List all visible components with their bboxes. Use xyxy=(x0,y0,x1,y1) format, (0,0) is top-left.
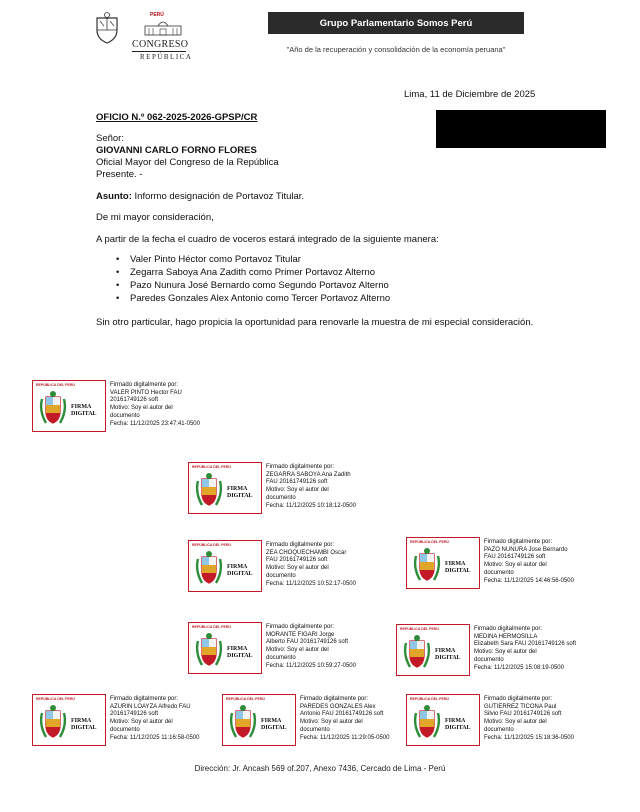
peru-emblem-icon xyxy=(410,546,444,586)
recipient-title: Oficial Mayor del Congreso de la República xyxy=(96,157,279,168)
asunto-label: Asunto: xyxy=(96,191,132,202)
logo-congreso-text: CONGRESO xyxy=(132,39,189,50)
signature-line: Firmado digitalmente por: xyxy=(110,696,179,702)
redacted-block xyxy=(436,110,606,148)
signature-line: PAZO NUNURA Jose Bernardo xyxy=(484,546,568,553)
signature-line: Fecha: 11/12/2025 10:52:17-0500 xyxy=(266,580,356,587)
signature-line: Firmado digitalmente por: xyxy=(266,464,335,470)
signature-line: FAU 20161749126 soft xyxy=(266,557,328,564)
signature-info xyxy=(266,624,356,670)
oficio-number: OFICIO N.º 062-2025-2026-GPSP/CR xyxy=(96,112,258,123)
salutation: Señor: xyxy=(96,133,124,144)
logo-divider xyxy=(132,51,186,52)
stamp-header-text: REPÚBLICA DEL PERÚ xyxy=(36,697,75,701)
signature-line: PAREDES GONZALES Alex xyxy=(300,703,376,710)
signature-line: VALER PINTO Hector FAU xyxy=(110,389,182,396)
signature-line: Motivo: Soy el autor del xyxy=(110,405,173,412)
logo-republica-text: REPÚBLICA xyxy=(140,53,193,61)
group-banner: Grupo Parlamentario Somos Perú xyxy=(268,12,524,34)
peru-emblem-icon xyxy=(192,549,226,589)
vocero-list xyxy=(116,254,390,306)
signature-stamp xyxy=(396,624,470,676)
stamp-label: FIRMA DIGITAL xyxy=(71,404,97,417)
signature-line: ZEA CHOQUECHAMBI Oscar xyxy=(266,549,347,556)
signature-info xyxy=(484,696,574,742)
signature-line: Fecha: 11/12/2025 15:08:19-0500 xyxy=(474,664,564,671)
list-item: • Valer Pinto Héctor como Portavoz Titular xyxy=(116,254,390,266)
signature-line: documento xyxy=(474,656,504,663)
signature-line: Fecha: 11/12/2025 10:59:27-0500 xyxy=(266,662,356,669)
signature-info xyxy=(474,626,576,672)
signature-line: Motivo: Soy el autor del xyxy=(266,487,329,494)
congreso-logo xyxy=(94,10,193,62)
signature-info xyxy=(110,696,200,742)
signature-line: documento xyxy=(110,726,140,733)
signature-line: FAU 20161749126 soft xyxy=(266,479,328,486)
signature-line: Firmado digitalmente por: xyxy=(110,382,179,388)
signature-line: documento xyxy=(266,654,296,661)
signature-stamp xyxy=(32,380,106,432)
signature-line: documento xyxy=(266,572,296,579)
signature-line: Fecha: 11/12/2025 10:18:12-0500 xyxy=(266,502,356,509)
signature-stamp xyxy=(188,540,262,592)
signature-stamp xyxy=(188,462,262,514)
signature-line: Fecha: 11/12/2025 15:18:36-0500 xyxy=(484,734,574,741)
signature-line: Firmado digitalmente por: xyxy=(300,696,369,702)
signature-stamp xyxy=(188,622,262,674)
intro-paragraph: A partir de la fecha el cuadro de voceros estará integrado de la siguiente manera: xyxy=(96,234,439,245)
list-item: • Paredes Gonzales Alex Antonio como Tercer Portavoz Alterno xyxy=(116,293,390,305)
signature-line: Motivo: Soy el autor del xyxy=(266,647,329,654)
signature-line: Motivo: Soy el autor del xyxy=(484,562,547,569)
year-motto: "Año de la recuperación y consolidación de la economía peruana" xyxy=(286,45,506,54)
signature-line: GUTIERREZ TICONA Paul xyxy=(484,703,557,710)
signature-stamp xyxy=(222,694,296,746)
signature-line: Fecha: 11/12/2025 11:16:58-0500 xyxy=(110,734,200,741)
signature-stamp xyxy=(406,694,480,746)
signature-stamp xyxy=(32,694,106,746)
list-item: • Zegarra Saboya Ana Zadith como Primer Portavoz Alterno xyxy=(116,267,390,279)
signature-line: Fecha: 11/12/2025 14:46:56-0500 xyxy=(484,577,574,584)
signature-line: Silvio FAU 20161749126 soft xyxy=(484,711,562,718)
logo-country-text: PERÚ xyxy=(150,12,164,18)
signature-line: 20161749126 soft xyxy=(110,711,159,718)
signature-line: documento xyxy=(266,494,296,501)
signature-stamp xyxy=(406,537,480,589)
signature-info xyxy=(266,464,356,510)
peru-emblem-icon xyxy=(226,703,260,743)
signature-line: documento xyxy=(484,726,514,733)
peru-emblem-icon xyxy=(192,471,226,511)
greeting: De mi mayor consideración, xyxy=(96,212,214,223)
signature-line: Alberto FAU 20161749126 soft xyxy=(266,639,349,646)
peru-emblem-icon xyxy=(36,389,70,429)
signature-line: Fecha: 11/12/2025 11:29:05-0500 xyxy=(300,734,390,741)
signature-line: MEDINA HERMOSILLA xyxy=(474,633,538,640)
signature-line: documento xyxy=(300,726,330,733)
stamp-header-text: REPÚBLICA DEL PERÚ xyxy=(36,383,75,387)
signature-line: Motivo: Soy el autor del xyxy=(110,719,173,726)
stamp-header-text: REPÚBLICA DEL PERÚ xyxy=(410,697,449,701)
congress-building-icon xyxy=(144,18,182,36)
signature-line: Firmado digitalmente por: xyxy=(266,542,335,548)
coat-of-arms-icon xyxy=(94,12,120,44)
stamp-label: FIRMA DIGITAL xyxy=(435,648,461,661)
closing-paragraph: Sin otro particular, hago propicia la oportunidad para renovarle la muestra de mi especial consideración. xyxy=(96,317,534,328)
signature-line: Antonio FAU 20161749126 soft xyxy=(300,711,384,718)
peru-emblem-icon xyxy=(192,631,226,671)
signature-line: 20161749126 soft xyxy=(110,397,159,404)
signature-line: Elizabeth Sara FAU 20161749126 soft xyxy=(474,641,577,648)
signature-line: FAU 20161749126 soft xyxy=(484,554,546,561)
stamp-label: FIRMA DIGITAL xyxy=(445,561,471,574)
peru-emblem-icon xyxy=(36,703,70,743)
signature-line: Fecha: 11/12/2025 23:47:41-0500 xyxy=(110,420,200,427)
asunto-text: Informo designación de Portavoz Titular. xyxy=(131,191,305,202)
peru-emblem-icon xyxy=(400,633,434,673)
signature-line: Motivo: Soy el autor del xyxy=(266,565,329,572)
signature-line: ZEGARRA SABOYA Ana Zadith xyxy=(266,471,351,478)
signature-line: Firmado digitalmente por: xyxy=(266,624,335,630)
stamp-header-text: REPÚBLICA DEL PERÚ xyxy=(400,627,439,631)
signature-line: AZURIN LOAYZA Alfredo FAU xyxy=(110,703,191,710)
stamp-header-text: REPÚBLICA DEL PERÚ xyxy=(226,697,265,701)
stamp-label: FIRMA DIGITAL xyxy=(445,718,471,731)
signature-line: documento xyxy=(484,569,514,576)
signature-info xyxy=(300,696,390,742)
signature-line: MORANTE FIGARI Jorge xyxy=(266,631,335,638)
letter-date: Lima, 11 de Diciembre de 2025 xyxy=(404,89,536,100)
stamp-header-text: REPÚBLICA DEL PERÚ xyxy=(192,465,231,469)
signature-info xyxy=(484,539,574,585)
peru-emblem-icon xyxy=(410,703,444,743)
stamp-label: FIRMA DIGITAL xyxy=(227,564,253,577)
signature-line: Firmado digitalmente por: xyxy=(484,539,553,545)
signature-line: documento xyxy=(110,412,140,419)
stamp-label: FIRMA DIGITAL xyxy=(261,718,287,731)
stamp-label: FIRMA DIGITAL xyxy=(227,646,253,659)
signature-line: Motivo: Soy el autor del xyxy=(474,649,537,656)
footer-address: Dirección: Jr. Ancash 569 of.207, Anexo 7436, Cercado de Lima - Perú xyxy=(194,764,446,773)
signature-line: Firmado digitalmente por: xyxy=(474,626,543,632)
signature-line: Firmado digitalmente por: xyxy=(484,696,553,702)
stamp-label: FIRMA DIGITAL xyxy=(71,718,97,731)
stamp-label: FIRMA DIGITAL xyxy=(227,486,253,499)
recipient-presente: Presente. - xyxy=(96,169,143,180)
signature-info xyxy=(266,542,356,588)
signature-line: Motivo: Soy el autor del xyxy=(300,719,363,726)
asunto-line xyxy=(96,191,304,203)
recipient-name: GIOVANNI CARLO FORNO FLORES xyxy=(96,145,257,156)
signature-line: Motivo: Soy el autor del xyxy=(484,719,547,726)
list-item: • Pazo Nunura José Bernardo como Segundo Portavoz Alterno xyxy=(116,280,390,292)
signature-info xyxy=(110,382,200,428)
stamp-header-text: REPÚBLICA DEL PERÚ xyxy=(410,540,449,544)
stamp-header-text: REPÚBLICA DEL PERÚ xyxy=(192,543,231,547)
stamp-header-text: REPÚBLICA DEL PERÚ xyxy=(192,625,231,629)
